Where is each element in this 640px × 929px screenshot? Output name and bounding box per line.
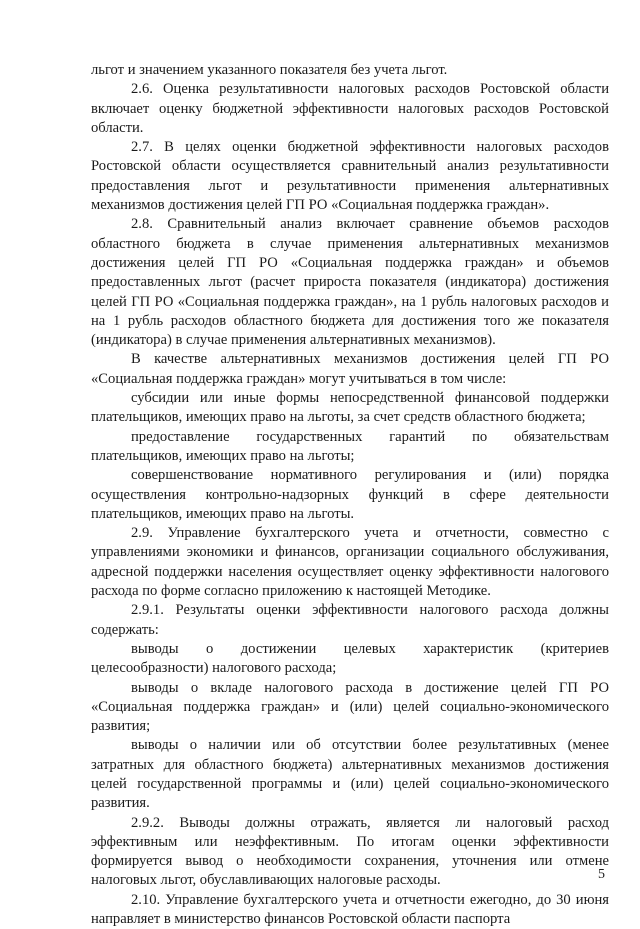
list-item-subsidies: субсидии или иные формы непосредственной финансовой поддержки плательщиков, имеющих право на льготы, за счет средств областного бюджета; — [91, 390, 609, 426]
list-item-conclusion-targets: выводы о достижении целевых характеристик (критериев целесообразности) налогового расхода; — [91, 640, 609, 677]
paragraph-2-9: 2.9. Управление бухгалтерского учета и отчетности, совместно с управлениями экономики и финансов, организации социального обслуживания, адресной поддержки населения осуществляет оценку эффективности налогового расхода по форме согласно приложению к настоящей Методике. — [91, 525, 609, 600]
list-item-regulation: совершенствование нормативного регулирования и (или) порядка осуществления контрольно-надзорных функций в сфере деятельности плательщиков, имеющих право на льготы. — [91, 467, 609, 522]
list-item-guarantees: предоставление государственных гарантий по обязательствам плательщиков, имеющих право на льготы; — [91, 428, 609, 464]
paragraph-2-9-1: 2.9.1. Результаты оценки эффективности налогового расхода должны содержать: — [91, 602, 609, 638]
paragraph-alternatives-intro: В качестве альтернативных механизмов достижения целей ГП РО «Социальная поддержка граждан» могут учитываться в том числе: — [91, 351, 609, 387]
list-item-conclusion-contribution: выводы о вкладе налогового расхода в достижение целей ГП РО «Социальная поддержка граждан» и (или) целей социально-экономического развития; — [91, 679, 609, 735]
paragraph-2-9-2: 2.9.2. Выводы должны отражать, является ли налоговый расход эффективным или неэффективным. По итогам оценки эффективности формируется вывод о необходимости сохранения, уточнения или отмене налоговых льгот, обуславливающих налоговые расходы. — [91, 814, 609, 889]
list-item-conclusion-alternatives: выводы о наличии или об отсутствии более результативных (менее затратных для областного бюджета) альтернативных механизмов достижения целей государственной программы и (или) целей социально-экономического развития. — [91, 737, 609, 812]
paragraph-continuation: льгот и значением указанного показателя без учета льгот. — [91, 62, 448, 78]
paragraph-2-6: 2.6. Оценка результативности налоговых расходов Ростовской области включает оценку бюджетной эффективности налоговых расходов Ростовской области. — [91, 81, 609, 136]
paragraph-2-7: 2.7. В целях оценки бюджетной эффективности налоговых расходов Ростовской области осуществляется сравнительный анализ результативности предоставления льгот и результативности применения альтернативных механизмов достижения целей ГП РО «Социальная поддержка граждан». — [91, 139, 609, 214]
paragraph-2-10: 2.10. Управление бухгалтерского учета и отчетности ежегодно, до 30 июня направляет в министерство финансов Ростовской области паспорта — [91, 891, 609, 928]
page-number: 5 — [598, 867, 605, 882]
document-body — [91, 61, 609, 929]
paragraph-2-8: 2.8. Сравнительный анализ включает сравнение объемов расходов областного бюджета в случае применения альтернативных механизмов достижения целей ГП РО «Социальная поддержка граждан» и объемов предоставленных льгот (расчет прироста показателя (индикатора) достижения целей ГП РО «Социальная поддержка граждан», на 1 рубль налоговых расходов и на 1 рубль расходов областного бюджета для достижения того же показателя (индикатора) в случае применения альтернативных механизмов). — [91, 216, 609, 349]
